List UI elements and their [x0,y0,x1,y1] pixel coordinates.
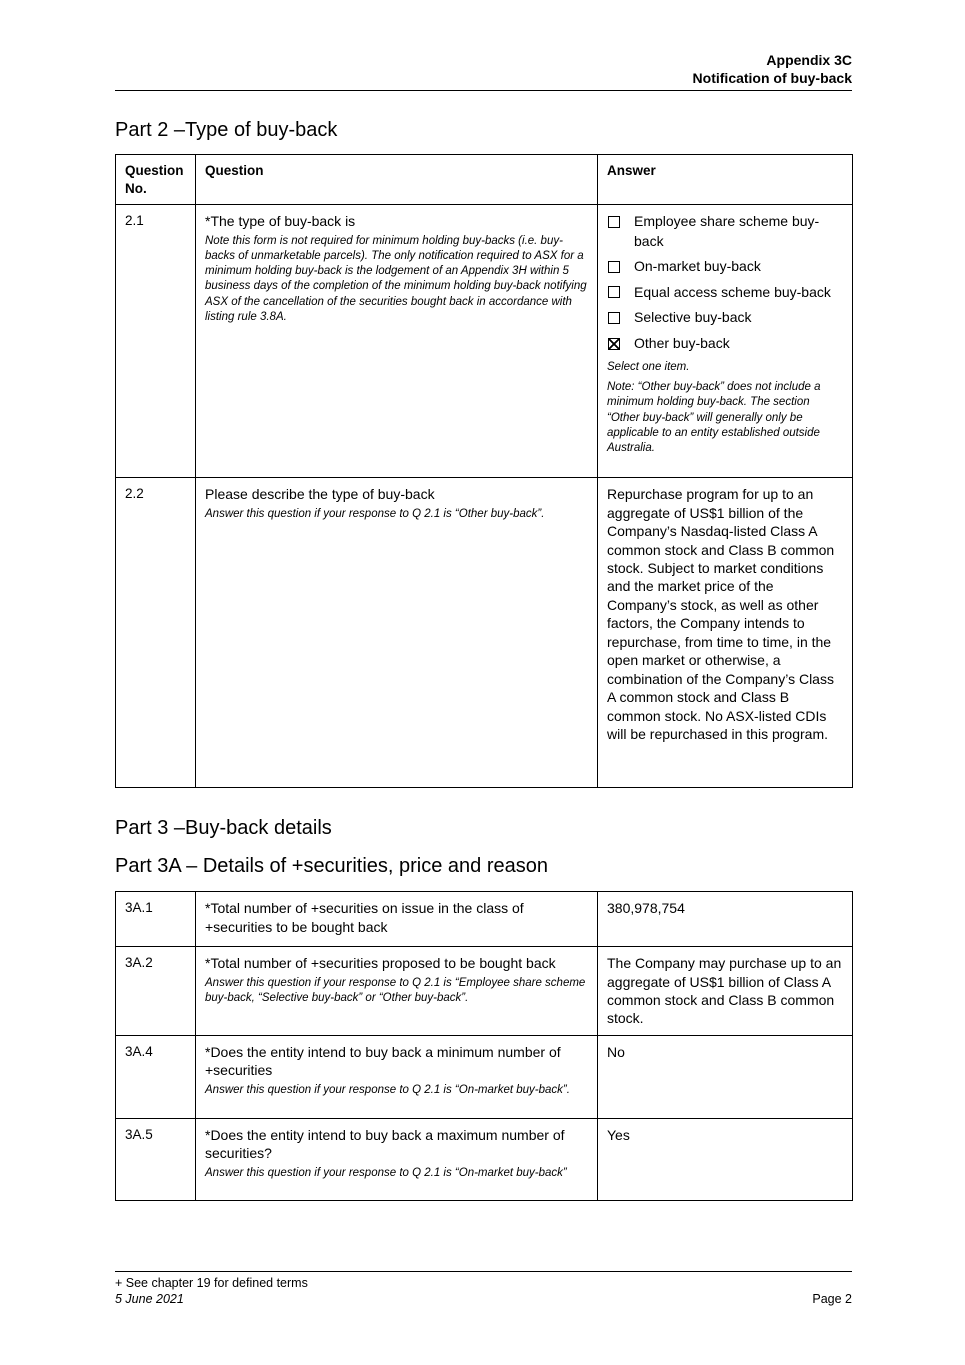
question-text: *Does the entity intend to buy back a maximum number of securities? [205,1126,565,1162]
question-text: *Total number of +securities on issue in the class of +securities to be bought back [205,900,524,935]
table-row-3a-1 [116,892,853,947]
option-label: On-market buy-back [634,258,761,275]
table-header-row [116,155,853,205]
other-buy-back-note: Note: “Other buy-back” does not include a minimum holding buy-back. The section “Other buy-back” will generally only be applicable to an entity established outside Australia. [607,380,821,455]
question-note: Note this form is not required for minimum holding buy-backs (i.e. buy-backs of unmarketable parcels). The only notification required to ASX for a minimum holding buy-back is the lodgement of an Appendix 3H within 5 business days of the completion of the minimum holding buy-back notifying ASX of the cancellation of the securities bought back in accordance with listing rule 3.8A. [205,234,587,323]
question-text: *Total number of +securities proposed to be bought back [205,955,556,972]
page-number: Page 2 [812,1292,852,1307]
answer-text: 380,978,754 [607,900,685,917]
option-label: Equal access scheme buy-back [634,283,831,300]
question-text: *Does the entity intend to buy back a minimum number of +securities [205,1043,561,1079]
answer-text: Yes [607,1126,630,1143]
option-selective-buy-back [607,308,843,328]
checkbox-equal-access-scheme-buy-back[interactable] [608,286,620,298]
question-number: 2.2 [116,478,196,788]
option-label: Selective buy-back [634,309,752,326]
option-equal-access-scheme-buy-back [607,283,843,303]
select-one-item-note: Select one item. [607,360,690,373]
footer-date: 5 June 2021 [115,1292,184,1307]
table-row-3a-4 [116,1035,853,1118]
answer-text: No [607,1043,625,1060]
question-text: *The type of buy-back is [205,213,356,230]
option-employee-share-scheme-buy-back [607,212,843,251]
option-label: Employee share scheme buy-back [634,213,820,249]
question-number: 3A.4 [116,1035,196,1118]
column-header-question-no: Question No. [116,155,196,205]
column-header-question: Question [196,155,598,205]
question-number: 3A.1 [116,892,196,947]
part3a-table [115,891,853,1201]
table-row-3a-2 [116,947,853,1036]
appendix-title: Appendix 3C [766,52,852,68]
table-row-2-1 [116,205,853,478]
question-number: 3A.5 [116,1118,196,1200]
checkbox-on-market-buy-back[interactable] [608,261,620,273]
question-number: 3A.2 [116,947,196,1036]
question-note: Answer this question if your response to Q 2.1 is “On-market buy-back”. [205,1083,570,1096]
checkbox-employee-share-scheme-buy-back[interactable] [608,216,620,228]
option-other-buy-back [607,334,843,354]
column-header-answer: Answer [598,155,853,205]
question-note: Answer this question if your response to Q 2.1 is “On-market buy-back” [205,1166,567,1179]
question-note: Answer this question if your response to Q 2.1 is “Other buy-back”. [205,507,545,520]
table-row-3a-5 [116,1118,853,1200]
document-footer [115,1271,852,1308]
table-row-2-2 [116,478,853,788]
question-number: 2.1 [116,205,196,478]
buy-back-type-options [607,212,843,354]
part3-title: Part 3 –Buy-back details [115,817,332,840]
answer-text: Repurchase program for up to an aggregate of US$1 billion of the Company’s Nasdaq-listed Class A common stock and Class B common stock. Subject to market conditions and the market price of the Company’s stock, as well as other factors, the Company intends to repurchase, from time to time, in the open market or otherwise, a combination of the Company’s Class A common stock and Class B common stock. No ASX-listed CDIs will be repurchased in this program. [607,486,835,743]
part2-table [115,154,853,788]
question-text: Please describe the type of buy-back [205,486,435,503]
document-header [115,0,852,91]
answer-text: The Company may purchase up to an aggregate of US$1 billion of Class A common stock and Class B common stock. [607,955,842,1027]
question-note: Answer this question if your response to Q 2.1 is “Employee share scheme buy-back, “Selective buy-back” or “Other buy-back”. [205,976,586,1004]
appendix-subtitle: Notification of buy-back [692,69,852,86]
checkbox-other-buy-back[interactable] [608,338,620,350]
option-on-market-buy-back [607,257,843,277]
checkbox-selective-buy-back[interactable] [608,312,620,324]
defined-terms-note: + See chapter 19 for defined terms [115,1276,308,1290]
part3a-title: Part 3A – Details of +securities, price and reason [115,855,549,878]
option-label: Other buy-back [634,335,730,352]
part2-title: Part 2 –Type of buy-back [115,119,338,141]
